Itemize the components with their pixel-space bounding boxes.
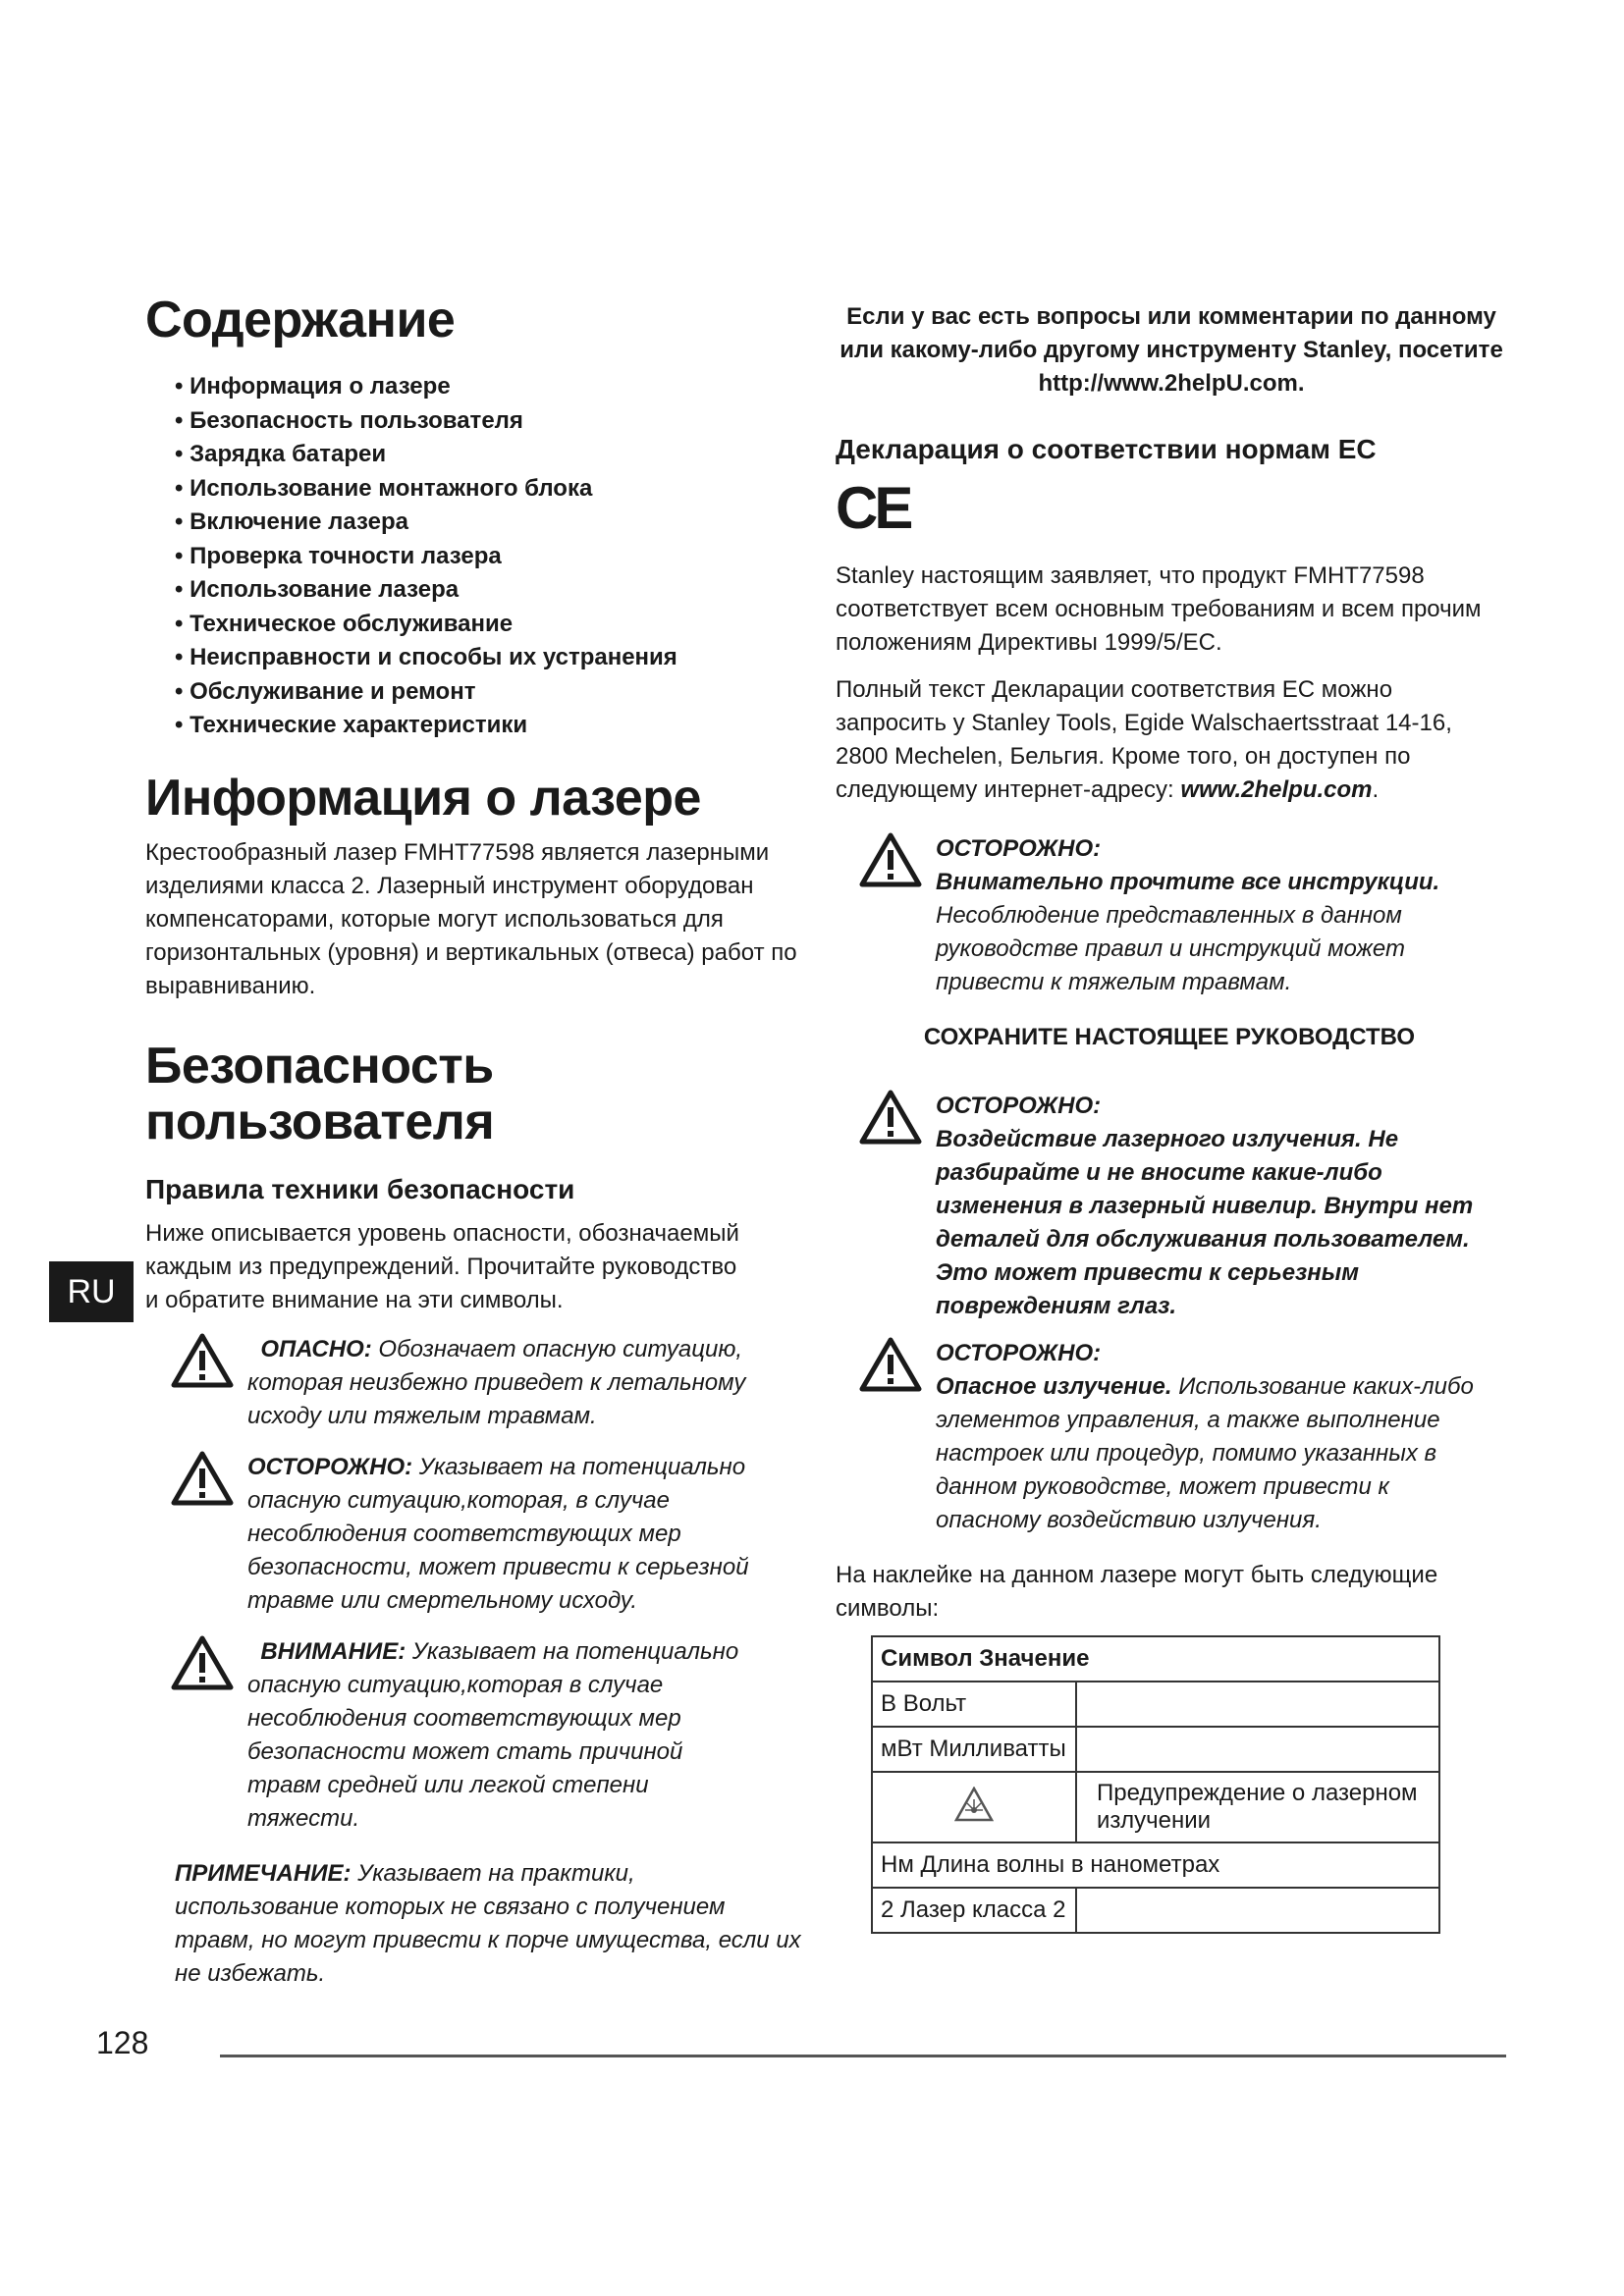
ec-paragraph-1: Stanley настоящим заявляет, что продукт FMHT77598 соответствует всем основным требованиям и всем прочим положениям Директивы 1999/5/EC. bbox=[836, 562, 1482, 656]
contents-list bbox=[175, 370, 813, 743]
contact-text: Если у вас есть вопросы или комментарии по данному или какому-либо другому инструменту Stanley, посетите http://www.2helpU.com. bbox=[839, 303, 1503, 397]
table-cell bbox=[872, 1842, 1439, 1888]
toc-item: • Безопасность пользователя bbox=[175, 404, 813, 439]
symbol: мВт bbox=[881, 1735, 923, 1762]
warning-3-label: ОСТОРОЖНО: bbox=[936, 1340, 1102, 1366]
meaning: Вольт bbox=[902, 1690, 967, 1717]
ec-p2-end: . bbox=[1372, 776, 1380, 803]
warning-2-label: ОСТОРОЖНО: bbox=[936, 1093, 1102, 1119]
warning-triangle-icon bbox=[859, 1090, 922, 1145]
warning-block-2 bbox=[859, 1090, 1484, 1323]
note-block bbox=[175, 1857, 803, 1991]
toc-item: • Проверка точности лазера bbox=[175, 540, 813, 574]
save-manual-text: СОХРАНИТЕ НАСТОЯЩЕЕ РУКОВОДСТВО bbox=[923, 1024, 1416, 1050]
table-cell bbox=[872, 1682, 1076, 1727]
table-cell bbox=[872, 1772, 1076, 1842]
caution-text: Указывает на потенциально опасную ситуацию,которая в случае несоблюдения соответствующих мер безопасности может стать причиной травм средней или легкой степени тяжести. bbox=[247, 1638, 739, 1833]
note-label: ПРИМЕЧАНИЕ: bbox=[175, 1860, 352, 1888]
danger-text: Обозначает опасную ситуацию, которая неизбежно приведет к летальному исходу или тяжелым травмам. bbox=[247, 1336, 746, 1430]
table-row bbox=[872, 1727, 1439, 1772]
toc-item: • Обслуживание и ремонт bbox=[175, 675, 813, 710]
toc-item: • Техническое обслуживание bbox=[175, 608, 813, 642]
danger-block bbox=[171, 1333, 813, 1433]
left-column bbox=[145, 293, 813, 1991]
ec-paragraph-2 bbox=[836, 673, 1484, 807]
table-cell bbox=[1076, 1888, 1439, 1933]
warning-block bbox=[171, 1451, 813, 1618]
language-tab: RU bbox=[49, 1261, 134, 1322]
danger-label: ОПАСНО: bbox=[260, 1336, 372, 1363]
warning-triangle-icon bbox=[859, 1337, 922, 1392]
caution-label: ВНИМАНИЕ: bbox=[260, 1638, 406, 1666]
symbol: Нм bbox=[881, 1851, 914, 1878]
ec-p2-text: Полный текст Декларации соответствия ЕС можно запросить у Stanley Tools, Egide Walschaertsstraat 14-16, 2800 Mechelen, Бельгия. Кроме того, он доступен по следующему интернет-адресу: bbox=[836, 676, 1452, 803]
table-cell bbox=[1076, 1727, 1439, 1772]
warning-1-text: Несоблюдение представленных в данном руководстве правил и инструкций может привести к тяжелым травмам. bbox=[936, 902, 1405, 995]
website-link: www.2helpu.com bbox=[1180, 776, 1373, 803]
laser-warning-icon bbox=[954, 1787, 994, 1822]
note-text: Указывает на практики, использование которых не связано с получением травм, но могут привести к порче имущества, если их не избежать. bbox=[175, 1860, 801, 1988]
warning-label: ОСТОРОЖНО: bbox=[247, 1454, 413, 1481]
meaning: Милливатты bbox=[929, 1735, 1066, 1762]
meaning: Лазер класса 2 bbox=[900, 1896, 1066, 1923]
toc-item: • Технические характеристики bbox=[175, 709, 813, 743]
ec-declaration-title: Декларация о соответствии нормам ЕС bbox=[836, 434, 1377, 464]
label-intro: На наклейке на данном лазере могут быть следующие символы: bbox=[836, 1562, 1438, 1622]
meaning: Длина волны в нанометрах bbox=[920, 1851, 1220, 1878]
safety-intro: Ниже описывается уровень опасности, обозначаемый каждым из предупреждений. Прочитайте руководство и обратите внимание на эти символы. bbox=[145, 1220, 739, 1314]
warning-2-bold: Воздействие лазерного излучения. Не разбирайте и не вносите какие-либо изменения в лазерный нивелир. Внутри нет деталей для обслуживания пользователем. Это может привести к серьезным повреждениям глаз. bbox=[936, 1126, 1474, 1319]
table-cell bbox=[1076, 1682, 1439, 1727]
toc-item: • Включение лазера bbox=[175, 506, 813, 540]
table-header: Символ Значение bbox=[872, 1636, 1439, 1682]
symbol: В bbox=[881, 1690, 897, 1717]
table-header-row bbox=[872, 1636, 1439, 1682]
warning-1-bold: Внимательно прочтите все инструкции. bbox=[936, 869, 1440, 895]
contents-title: Содержание bbox=[145, 292, 456, 348]
footer-divider bbox=[220, 2055, 1506, 2057]
warning-block-3 bbox=[859, 1337, 1484, 1537]
table-cell bbox=[872, 1888, 1076, 1933]
toc-item: • Использование монтажного блока bbox=[175, 472, 813, 507]
toc-item: • Использование лазера bbox=[175, 573, 813, 608]
warning-1-label: ОСТОРОЖНО: bbox=[936, 835, 1102, 862]
laser-info-text: Крестообразный лазер FMHT77598 является лазерными изделиями класса 2. Лазерный инструмент оборудован компенсаторами, которые могут использоваться для горизонтальных (уровня) и вертикальных (отвеса) работ по выравниванию. bbox=[145, 838, 797, 999]
warning-3-bold: Опасное излучение. bbox=[936, 1373, 1172, 1400]
warning-triangle-icon bbox=[171, 1333, 234, 1388]
toc-item: • Информация о лазере bbox=[175, 370, 813, 404]
page-number: 128 bbox=[96, 2025, 149, 2060]
toc-item: • Зарядка батареи bbox=[175, 438, 813, 472]
caution-block bbox=[171, 1635, 813, 1836]
table-row bbox=[872, 1888, 1439, 1933]
safety-rules-subtitle: Правила техники безопасности bbox=[145, 1174, 575, 1205]
table-cell: Предупреждение о лазерном излучении bbox=[1076, 1772, 1439, 1842]
symbol: 2 bbox=[881, 1896, 894, 1923]
warning-triangle-icon bbox=[171, 1635, 234, 1690]
user-safety-title: Безопасность пользователя bbox=[145, 1037, 495, 1151]
symbols-table bbox=[871, 1635, 1440, 1934]
ce-mark-icon: CE bbox=[836, 475, 910, 541]
warning-triangle-icon bbox=[171, 1451, 234, 1506]
table-row bbox=[872, 1772, 1439, 1842]
warning-triangle-icon bbox=[859, 832, 922, 887]
table-row bbox=[872, 1682, 1439, 1727]
toc-item: • Неисправности и способы их устранения bbox=[175, 641, 813, 675]
right-column bbox=[836, 300, 1503, 1934]
warning-block-1 bbox=[859, 832, 1484, 999]
warning-3-text: Использование каких-либо элементов управления, а также выполнение настроек или процедур, помимо указанных в данном руководстве, может привести к опасному воздействию излучения. bbox=[936, 1373, 1474, 1533]
table-cell bbox=[872, 1727, 1076, 1772]
laser-info-title: Информация о лазере bbox=[145, 769, 701, 827]
table-row bbox=[872, 1842, 1439, 1888]
warning-text: Указывает на потенциально опасную ситуацию,которая, в случае несоблюдения соответствующих мер безопасности, может привести к серьезной травме или смертельному исходу. bbox=[247, 1454, 749, 1615]
